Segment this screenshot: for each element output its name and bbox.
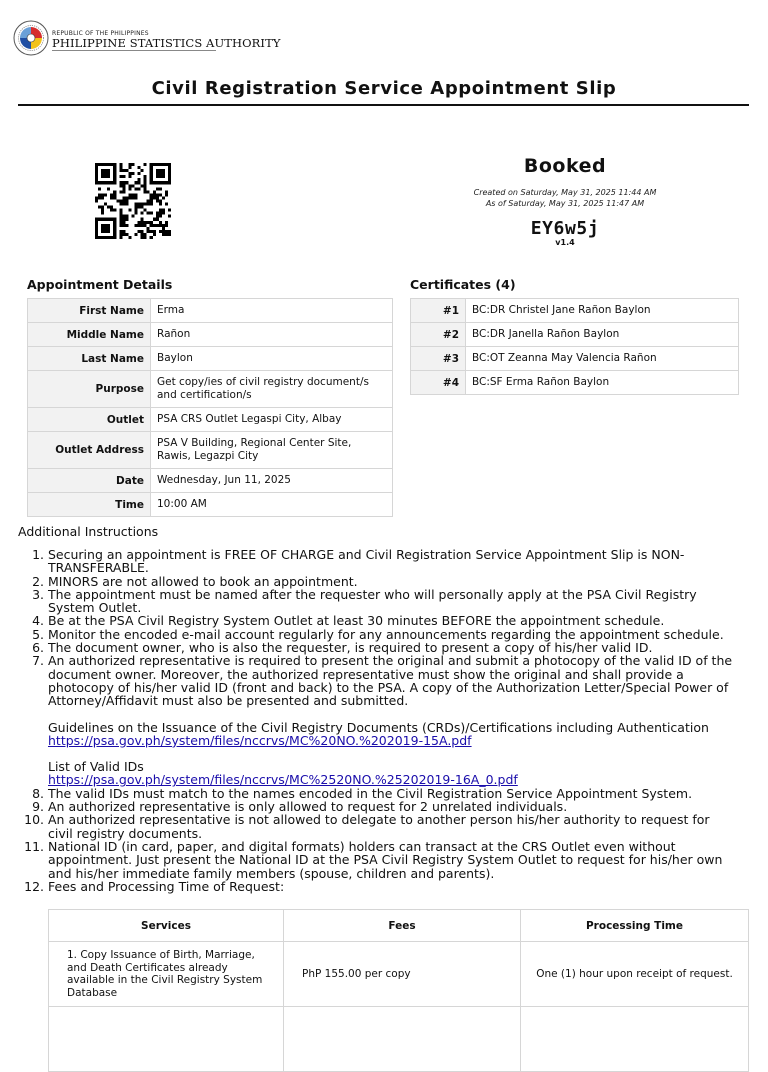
service-cell	[49, 1007, 284, 1072]
as-of-timestamp: As of Saturday, May 31, 2025 11:47 AM	[485, 199, 645, 208]
table-row	[28, 432, 393, 469]
reference-code: EY6w5j	[530, 218, 600, 239]
qr-code	[95, 163, 171, 239]
field-value: PSA CRS Outlet Legaspi City, Albay	[151, 408, 393, 432]
certificate-value: BC:DR Christel Jane Rañon Baylon	[466, 299, 739, 323]
table-row	[28, 323, 393, 347]
field-value: PSA V Building, Regional Center Site, Rawis, Legazpi City	[151, 432, 393, 469]
field-value: 10:00 AM	[151, 493, 393, 517]
certificate-value: BC:OT Zeanna May Valencia Rañon	[466, 347, 739, 371]
list-item: 10. An authorized representative is not allowed to delegate to another person his/her authority to request for civil registry documents.	[48, 813, 736, 840]
table-row	[49, 1007, 749, 1072]
table-row	[411, 371, 739, 395]
processing-time-cell	[521, 1007, 749, 1072]
brand-tagline: REPUBLIC OF THE PHILIPPINES	[52, 30, 149, 37]
table-header-row	[49, 910, 749, 942]
fees-table	[48, 909, 749, 1072]
certificates-table	[410, 298, 739, 395]
field-label: Time	[28, 493, 151, 517]
list-item: 11. National ID (in card, paper, and digital formats) holders can transact at the CRS Outlet even without appointment. Just present the National ID at the PSA Civil Registry System Outlet to request for his/her own and his/her immediate family members (spouse, children and parents).	[48, 840, 736, 880]
valid-ids-label: List of Valid IDs	[48, 759, 144, 775]
table-row	[411, 347, 739, 371]
certificate-value: BC:SF Erma Rañon Baylon	[466, 371, 739, 395]
field-label: First Name	[28, 299, 151, 323]
certificates-heading: Certificates (4)	[410, 277, 516, 292]
appointment-details-heading: Appointment Details	[27, 277, 173, 292]
table-row	[28, 493, 393, 517]
list-item: 12. Fees and Processing Time of Request:	[48, 880, 736, 893]
field-value: Baylon	[151, 347, 393, 371]
field-label: Purpose	[28, 371, 151, 408]
field-value: Rañon	[151, 323, 393, 347]
certificate-number: #3	[411, 347, 466, 371]
page-title: Civil Registration Service Appointment Slip	[151, 78, 617, 99]
table-row	[28, 299, 393, 323]
table-row	[28, 469, 393, 493]
fee-cell: PhP 155.00 per copy	[284, 942, 521, 1007]
version-label: v1.4	[555, 238, 575, 247]
field-label: Outlet	[28, 408, 151, 432]
list-item: 6. The document owner, who is also the requester, is required to present a copy of his/her valid ID.	[48, 641, 736, 654]
processing-time-cell: One (1) hour upon receipt of request.	[521, 942, 749, 1007]
table-row	[49, 942, 749, 1007]
list-item: 3. The appointment must be named after the requester who will personally apply at the PSA Civil Registry System Outlet.	[48, 588, 736, 615]
list-item: 9. An authorized representative is only allowed to request for 2 unrelated individuals.	[48, 800, 736, 813]
field-value: Get copy/ies of civil registry document/s and certification/s	[151, 371, 393, 408]
service-cell: 1. Copy Issuance of Birth, Marriage, and Death Certificates already available in the Civil Registry System Database	[49, 942, 284, 1007]
list-item: 2. MINORS are not allowed to book an appointment.	[48, 575, 736, 588]
table-row	[28, 408, 393, 432]
valid-ids-link[interactable]: https://psa.gov.ph/system/files/nccrvs/MC%2520NO.%25202019-16A_0.pdf	[48, 772, 518, 788]
column-header-services: Services	[49, 910, 284, 942]
field-label: Date	[28, 469, 151, 493]
brand-underline	[52, 50, 216, 51]
guidelines-link[interactable]: https://psa.gov.ph/system/files/nccrvs/MC%20NO.%202019-15A.pdf	[48, 732, 472, 748]
title-divider	[18, 104, 749, 106]
list-item	[48, 654, 736, 786]
guidelines-label: Guidelines on the Issuance of the Civil Registry Documents (CRDs)/Certifications including Authentication	[48, 719, 709, 735]
field-value: Wednesday, Jun 11, 2025	[151, 469, 393, 493]
table-row	[411, 299, 739, 323]
table-row	[411, 323, 739, 347]
certificate-value: BC:DR Janella Rañon Baylon	[466, 323, 739, 347]
table-row	[28, 347, 393, 371]
list-item: 4. Be at the PSA Civil Registry System Outlet at least 30 minutes BEFORE the appointment schedule.	[48, 614, 736, 627]
table-row	[28, 371, 393, 408]
brand-name: PHILIPPINE STATISTICS AUTHORITY	[52, 36, 281, 50]
additional-instructions-heading: Additional Instructions	[18, 524, 159, 539]
column-header-fees: Fees	[284, 910, 521, 942]
certificate-number: #1	[411, 299, 466, 323]
booking-status: Booked	[523, 155, 607, 177]
field-label: Outlet Address	[28, 432, 151, 469]
list-item: 1. Securing an appointment is FREE OF CHARGE and Civil Registration Service Appointment Slip is NON-TRANSFERABLE.	[48, 548, 736, 575]
column-header-processing-time: Processing Time	[521, 910, 749, 942]
certificate-number: #2	[411, 323, 466, 347]
field-label: Middle Name	[28, 323, 151, 347]
field-value: Erma	[151, 299, 393, 323]
certificate-number: #4	[411, 371, 466, 395]
list-item: 8. The valid IDs must match to the names encoded in the Civil Registration Service Appointment System.	[48, 787, 736, 800]
appointment-details-table	[27, 298, 393, 517]
instructions-list	[18, 548, 736, 893]
list-item-text: An authorized representative is required to present the original and submit a photocopy of the valid ID of the document owner. Moreover, the authorized representative must show the original and shall provide a photocopy of his/her valid ID (front and back) to the PSA. A copy of the Authorization Letter/Special Power of Attorney/Affidavit must also be presented and submitted.	[48, 653, 733, 709]
field-label: Last Name	[28, 347, 151, 371]
list-item: 5. Monitor the encoded e-mail account regularly for any announcements regarding the appointment schedule.	[48, 628, 736, 641]
created-timestamp: Created on Saturday, May 31, 2025 11:44 AM	[473, 188, 657, 197]
psa-seal-logo	[13, 18, 49, 58]
fee-cell	[284, 1007, 521, 1072]
